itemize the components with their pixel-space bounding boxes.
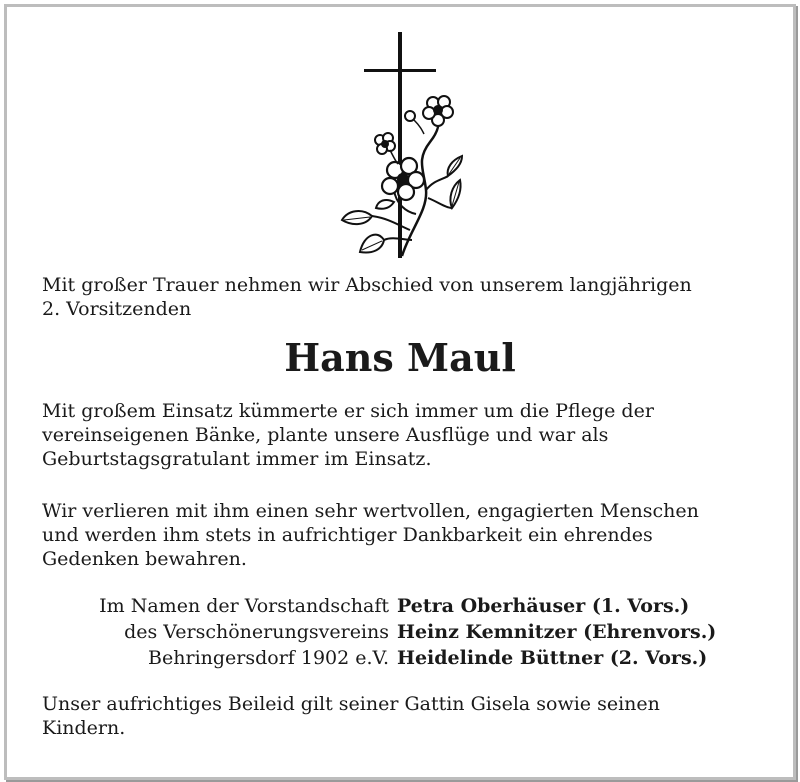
tribute-paragraph-1 bbox=[42, 399, 762, 471]
tribute-1-line-3: Geburtstagsgratulant immer im Einsatz. bbox=[42, 448, 432, 470]
tribute-2-line-3: Gedenken bewahren. bbox=[42, 548, 247, 570]
tribute-1-line-2: vereinseigenen Bänke, plante unsere Ausflüge und war als bbox=[42, 424, 609, 446]
signatory-name: Heinz Kemnitzer (Ehrenvors.) bbox=[397, 621, 717, 643]
signature-row bbox=[0, 645, 800, 671]
cross-with-flowers-icon bbox=[330, 30, 470, 262]
intro-text bbox=[42, 273, 762, 321]
tribute-1-line-1: Mit großem Einsatz kümmerte er sich immer um die Pflege der bbox=[42, 400, 654, 422]
tribute-paragraph-2 bbox=[42, 499, 762, 571]
signature-org-line: Behringersdorf 1902 e.V. bbox=[148, 647, 389, 669]
signature-org-line: des Verschönerungsvereins bbox=[124, 621, 389, 643]
deceased-name: Hans Maul bbox=[284, 335, 516, 380]
signatory-name: Heidelinde Büttner (2. Vors.) bbox=[397, 647, 708, 669]
signatory-name: Petra Oberhäuser (1. Vors.) bbox=[397, 595, 690, 617]
tribute-2-line-2: und werden ihm stets in aufrichtiger Dankbarkeit ein ehrendes bbox=[42, 524, 653, 546]
tribute-2-line-1: Wir verlieren mit ihm einen sehr wertvollen, engagierten Menschen bbox=[42, 500, 699, 522]
intro-line-1: Mit großer Trauer nehmen wir Abschied von unserem langjährigen bbox=[42, 274, 692, 296]
condolence-line-1: Unser aufrichtiges Beileid gilt seiner Gattin Gisela sowie seinen bbox=[42, 693, 660, 715]
signature-row bbox=[0, 593, 800, 619]
condolence-text bbox=[42, 692, 762, 740]
signature-org-line: Im Namen der Vorstandschaft bbox=[99, 595, 389, 617]
signature-row bbox=[0, 619, 800, 645]
condolence-line-2: Kindern. bbox=[42, 717, 126, 739]
signature-block bbox=[0, 593, 800, 671]
intro-line-2: 2. Vorsitzenden bbox=[42, 298, 192, 320]
